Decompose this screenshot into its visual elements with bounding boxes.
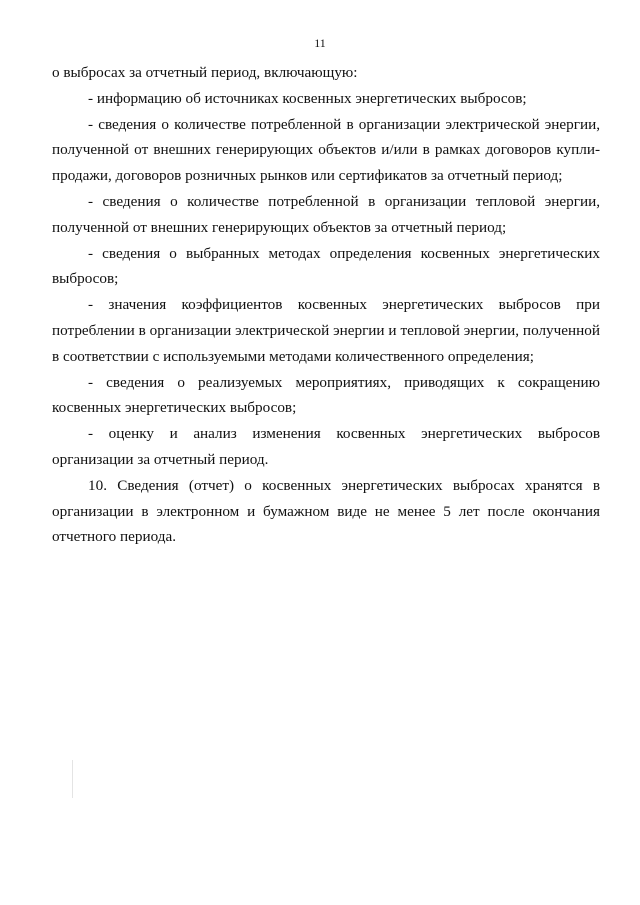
list-item-heat-energy: - сведения о количестве потребленной в организации тепловой энергии, полученной от внешних генерирующих объектов за отчетный период; bbox=[52, 192, 600, 236]
page-number: 11 bbox=[314, 36, 326, 50]
list-item-measures: - сведения о реализуемых мероприятиях, приводящих к сокращению косвенных энергетических выбросов; bbox=[52, 373, 600, 417]
list-item-methods: - сведения о выбранных методах определения косвенных энергетических выбросов; bbox=[52, 244, 600, 288]
list-item-sources-info: - информацию об источниках косвенных энергетических выбросов; bbox=[88, 89, 527, 107]
document-body bbox=[52, 60, 600, 550]
scan-artifact-line bbox=[72, 760, 73, 798]
paragraph-storage-clause: 10. Сведения (отчет) о косвенных энергетических выбросах хранятся в организации в электронном и бумажном виде не менее 5 лет после окончания отчетного периода. bbox=[52, 476, 600, 546]
paragraph-intro: о выбросах за отчетный период, включающую: bbox=[52, 64, 358, 81]
list-item-electric-energy: - сведения о количестве потребленной в организации электрической энергии, полученной от внешних генерирующих объектов и/или в рамках договоров купли-продажи, договоров розничных рынков или сертификатов за отчетный период; bbox=[52, 115, 600, 185]
list-item-coefficients: - значения коэффициентов косвенных энергетических выбросов при потреблении в организации электрической энергии и тепловой энергии, полученной в соответствии с используемыми методами количественного определения; bbox=[52, 296, 600, 365]
list-item-assessment: - оценку и анализ изменения косвенных энергетических выбросов организации за отчетный период. bbox=[52, 425, 600, 468]
